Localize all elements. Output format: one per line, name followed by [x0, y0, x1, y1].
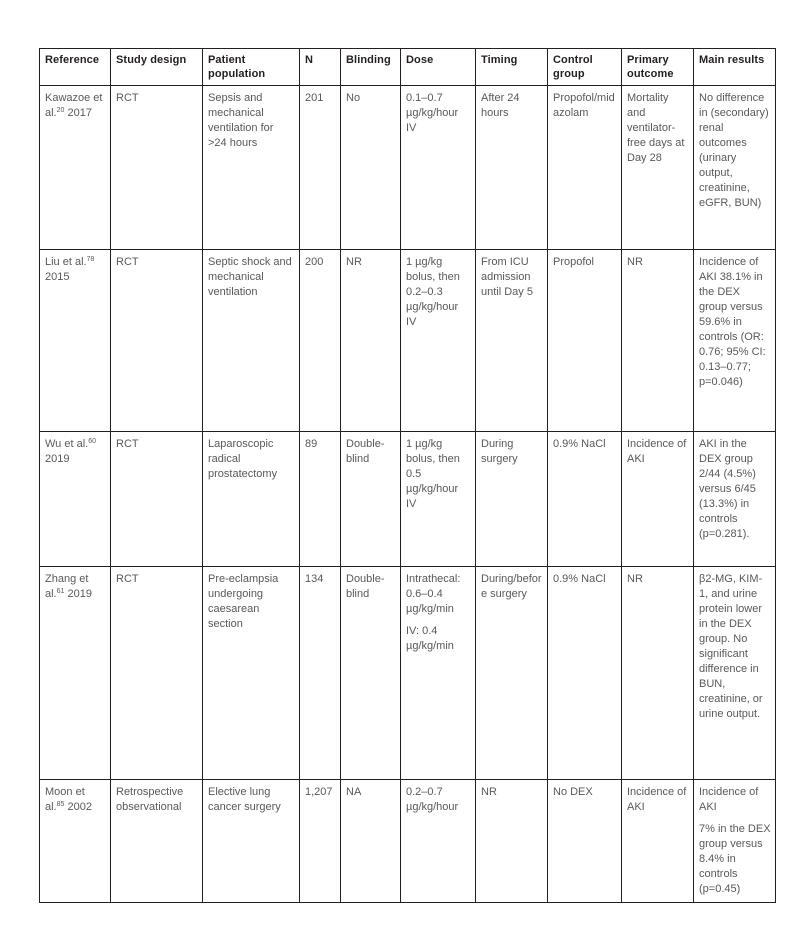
cell-blinding: Double-blind: [341, 567, 401, 780]
cell-dose: 0.1–0.7 µg/kg/hour IV: [401, 86, 476, 250]
cell-primary-outcome: Mortality and ventilator-free days at Day 28: [622, 86, 694, 250]
cell-study-design: RCT: [111, 432, 203, 567]
header-timing: Timing: [476, 49, 548, 86]
table-row-wu: [40, 432, 776, 567]
cell-n: 200: [300, 250, 341, 432]
reference-text: Zhang et al.: [45, 573, 89, 600]
citation-superscript: 78: [86, 256, 95, 263]
cell-blinding: NA: [341, 780, 401, 903]
citation-superscript: 60: [88, 438, 97, 445]
cell-timing: After 24 hours: [476, 86, 548, 250]
cell-patient-population: Sepsis and mechanical ventilation for >24 hours: [203, 86, 300, 250]
cell-study-design: RCT: [111, 567, 203, 780]
cell-primary-outcome: Incidence of AKI: [622, 780, 694, 903]
cell-timing: During/before surgery: [476, 567, 548, 780]
reference-text: Moon et al.: [45, 786, 85, 813]
header-main-results: Main results: [694, 49, 776, 86]
cell-primary-outcome: NR: [622, 567, 694, 780]
cell-n: 201: [300, 86, 341, 250]
cell-main-results: Incidence of AKI 7% in the DEX group versus 8.4% in controls (p=0.45): [694, 780, 776, 903]
cell-reference: [40, 432, 111, 567]
header-dose: Dose: [401, 49, 476, 86]
cell-reference: [40, 250, 111, 432]
cell-dose: 1 µg/kg bolus, then 0.2–0.3 µg/kg/hour IV: [401, 250, 476, 432]
reference-text: Kawazoe et al.: [45, 92, 103, 119]
cell-reference: [40, 567, 111, 780]
cell-dose: Intrathecal: 0.6–0.4 µg/kg/min IV: 0.4 µg/kg/min: [401, 567, 476, 780]
table-row-moon: [40, 780, 776, 903]
cell-study-design: RCT: [111, 250, 203, 432]
cell-study-design: RCT: [111, 86, 203, 250]
header-n: N: [300, 49, 341, 86]
header-reference: Reference: [40, 49, 111, 86]
header-primary-outcome: Primary outcome: [622, 49, 694, 86]
reference-year: 2017: [64, 107, 92, 119]
reference-year: 2019: [45, 453, 70, 465]
cell-n: 1,207: [300, 780, 341, 903]
reference-year: 2019: [64, 588, 92, 600]
cell-blinding: NR: [341, 250, 401, 432]
cell-n: 89: [300, 432, 341, 567]
header-blinding: Blinding: [341, 49, 401, 86]
cell-main-results: No difference in (secondary) renal outcomes (urinary output, creatinine, eGFR, BUN): [694, 86, 776, 250]
cell-blinding: Double-blind: [341, 432, 401, 567]
citation-superscript: 85: [56, 801, 65, 808]
reference-year: 2002: [64, 801, 92, 813]
cell-patient-population: Elective lung cancer surgery: [203, 780, 300, 903]
table-row-liu: [40, 250, 776, 432]
cell-n: 134: [300, 567, 341, 780]
table-row-kawazoe: [40, 86, 776, 250]
cell-timing: During surgery: [476, 432, 548, 567]
cell-dose: 0.2–0.7 µg/kg/hour: [401, 780, 476, 903]
cell-control-group: 0.9% NaCl: [548, 432, 622, 567]
header-control-group: Control group: [548, 49, 622, 86]
cell-reference: [40, 86, 111, 250]
cell-main-results: AKI in the DEX group 2/44 (4.5%) versus 6/45 (13.3%) in controls (p=0.281).: [694, 432, 776, 567]
cell-blinding: No: [341, 86, 401, 250]
citation-superscript: 20: [56, 107, 65, 114]
cell-patient-population: Pre-eclampsia undergoing caesarean section: [203, 567, 300, 780]
citation-superscript: 61: [56, 588, 65, 595]
table-row-zhang: [40, 567, 776, 780]
cell-primary-outcome: NR: [622, 250, 694, 432]
study-table: [39, 48, 776, 903]
cell-patient-population: Septic shock and mechanical ventilation: [203, 250, 300, 432]
cell-control-group: Propofol: [548, 250, 622, 432]
cell-dose: 1 µg/kg bolus, then 0.5 µg/kg/hour IV: [401, 432, 476, 567]
table-header-row: [40, 49, 776, 86]
cell-control-group: No DEX: [548, 780, 622, 903]
cell-primary-outcome: Incidence of AKI: [622, 432, 694, 567]
reference-text: Wu et al.: [45, 438, 89, 450]
cell-timing: NR: [476, 780, 548, 903]
cell-study-design: Retrospective observational: [111, 780, 203, 903]
cell-reference: [40, 780, 111, 903]
reference-text: Liu et al.: [45, 256, 87, 268]
cell-timing: From ICU admission until Day 5: [476, 250, 548, 432]
header-patient-population: Patient population: [203, 49, 300, 86]
cell-control-group: 0.9% NaCl: [548, 567, 622, 780]
reference-year: 2015: [45, 271, 70, 283]
header-study-design: Study design: [111, 49, 203, 86]
cell-control-group: Propofol/midazolam: [548, 86, 622, 250]
cell-patient-population: Laparoscopic radical prostatectomy: [203, 432, 300, 567]
cell-main-results: β2-MG, KIM-1, and urine protein lower in the DEX group. No significant difference in BUN, creatinine, or urine output.: [694, 567, 776, 780]
cell-main-results: Incidence of AKI 38.1% in the DEX group versus 59.6% in controls (OR: 0.76; 95% CI: 0.13–0.77; p=0.046): [694, 250, 776, 432]
